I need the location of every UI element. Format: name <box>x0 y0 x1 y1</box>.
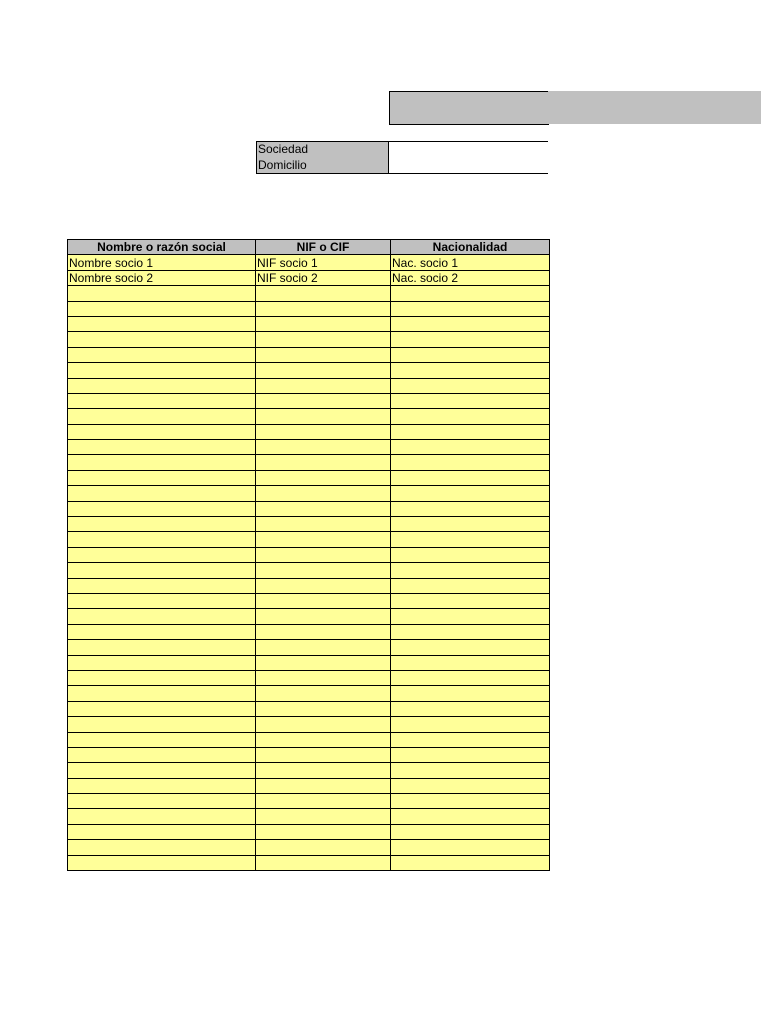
nacionalidad-cell[interactable] <box>391 393 550 408</box>
nacionalidad-cell[interactable]: Nac. socio 2 <box>391 270 550 285</box>
nif-cell[interactable] <box>256 840 391 855</box>
table-row <box>68 455 550 470</box>
nombre-cell[interactable] <box>68 409 256 424</box>
table-row <box>68 763 550 778</box>
table-row <box>68 747 550 762</box>
nombre-cell[interactable] <box>68 794 256 809</box>
nacionalidad-cell[interactable] <box>391 316 550 331</box>
nacionalidad-cell[interactable] <box>391 609 550 624</box>
nombre-cell[interactable] <box>68 840 256 855</box>
company-info-labels <box>256 142 389 173</box>
table-row <box>68 270 550 285</box>
table-row <box>68 563 550 578</box>
nacionalidad-cell[interactable] <box>391 732 550 747</box>
nacionalidad-cell[interactable] <box>391 532 550 547</box>
nombre-cell[interactable] <box>68 470 256 485</box>
nombre-cell[interactable] <box>68 486 256 501</box>
nif-cell[interactable] <box>256 794 391 809</box>
table-row <box>68 670 550 685</box>
nombre-cell[interactable]: Nombre socio 2 <box>68 270 256 285</box>
table-row <box>68 794 550 809</box>
table-row <box>68 301 550 316</box>
table-row <box>68 532 550 547</box>
header-nif: NIF o CIF <box>256 240 391 255</box>
nif-cell[interactable] <box>256 501 391 516</box>
nif-cell[interactable] <box>256 624 391 639</box>
nacionalidad-cell[interactable] <box>391 701 550 716</box>
table-row <box>68 778 550 793</box>
nombre-cell[interactable] <box>68 563 256 578</box>
nombre-cell[interactable] <box>68 763 256 778</box>
nacionalidad-cell[interactable] <box>391 778 550 793</box>
nombre-cell[interactable] <box>68 547 256 562</box>
table-header-row <box>68 240 550 255</box>
nombre-cell[interactable] <box>68 532 256 547</box>
nif-cell[interactable] <box>256 809 391 824</box>
table-row <box>68 717 550 732</box>
nif-cell[interactable] <box>256 547 391 562</box>
nif-cell[interactable] <box>256 655 391 670</box>
nombre-cell[interactable] <box>68 363 256 378</box>
nacionalidad-cell[interactable] <box>391 686 550 701</box>
nombre-cell[interactable] <box>68 440 256 455</box>
title-cell[interactable] <box>389 91 549 125</box>
nombre-cell[interactable] <box>68 686 256 701</box>
table-row <box>68 701 550 716</box>
nombre-cell[interactable] <box>68 347 256 362</box>
table-row <box>68 809 550 824</box>
nombre-cell[interactable] <box>68 501 256 516</box>
nombre-cell[interactable] <box>68 455 256 470</box>
nombre-cell[interactable] <box>68 624 256 639</box>
nacionalidad-cell[interactable] <box>391 347 550 362</box>
table-row <box>68 363 550 378</box>
table-row <box>68 440 550 455</box>
nacionalidad-cell[interactable] <box>391 547 550 562</box>
nacionalidad-cell[interactable] <box>391 455 550 470</box>
nif-cell[interactable] <box>256 747 391 762</box>
nombre-cell[interactable] <box>68 332 256 347</box>
table-row <box>68 578 550 593</box>
nacionalidad-cell[interactable] <box>391 286 550 301</box>
nif-cell[interactable] <box>256 409 391 424</box>
socios-table-body <box>68 255 550 871</box>
nif-cell[interactable] <box>256 563 391 578</box>
nacionalidad-cell[interactable] <box>391 840 550 855</box>
table-row <box>68 624 550 639</box>
table-row <box>68 332 550 347</box>
table-row <box>68 655 550 670</box>
table-row <box>68 409 550 424</box>
nacionalidad-cell[interactable] <box>391 470 550 485</box>
sociedad-label: Sociedad <box>258 142 309 156</box>
nif-cell[interactable] <box>256 701 391 716</box>
nacionalidad-cell[interactable] <box>391 424 550 439</box>
company-info-block <box>256 141 548 174</box>
nif-cell[interactable] <box>256 393 391 408</box>
nif-cell[interactable] <box>256 363 391 378</box>
nacionalidad-cell[interactable] <box>391 501 550 516</box>
table-row <box>68 593 550 608</box>
nif-cell[interactable] <box>256 717 391 732</box>
nacionalidad-cell[interactable] <box>391 855 550 870</box>
nacionalidad-cell[interactable] <box>391 655 550 670</box>
nif-cell[interactable] <box>256 824 391 839</box>
domicilio-label: Domicilio <box>258 157 307 172</box>
table-row <box>68 255 550 270</box>
nif-cell[interactable] <box>256 470 391 485</box>
nacionalidad-cell[interactable] <box>391 824 550 839</box>
nombre-cell[interactable] <box>68 809 256 824</box>
table-row <box>68 486 550 501</box>
table-row <box>68 378 550 393</box>
table-row <box>68 855 550 870</box>
domicilio-value[interactable] <box>389 158 548 174</box>
sociedad-value[interactable] <box>389 142 548 158</box>
nombre-cell[interactable] <box>68 316 256 331</box>
nacionalidad-cell[interactable] <box>391 670 550 685</box>
nombre-cell[interactable] <box>68 424 256 439</box>
nacionalidad-cell[interactable] <box>391 301 550 316</box>
nombre-cell[interactable] <box>68 747 256 762</box>
socios-table <box>67 239 550 871</box>
nif-cell[interactable] <box>256 286 391 301</box>
nombre-cell[interactable] <box>68 593 256 608</box>
nombre-cell[interactable] <box>68 855 256 870</box>
table-row <box>68 547 550 562</box>
nif-cell[interactable] <box>256 440 391 455</box>
nombre-cell[interactable] <box>68 640 256 655</box>
nacionalidad-cell[interactable] <box>391 640 550 655</box>
nacionalidad-cell[interactable] <box>391 717 550 732</box>
nombre-cell[interactable] <box>68 670 256 685</box>
nif-cell[interactable]: NIF socio 1 <box>256 255 391 270</box>
nombre-cell[interactable] <box>68 301 256 316</box>
nacionalidad-cell[interactable] <box>391 409 550 424</box>
table-row <box>68 640 550 655</box>
nif-cell[interactable] <box>256 316 391 331</box>
nif-cell[interactable] <box>256 301 391 316</box>
table-row <box>68 347 550 362</box>
nombre-cell[interactable] <box>68 378 256 393</box>
table-row <box>68 517 550 532</box>
table-row <box>68 286 550 301</box>
nif-cell[interactable] <box>256 578 391 593</box>
nacionalidad-cell[interactable] <box>391 486 550 501</box>
nacionalidad-cell[interactable] <box>391 517 550 532</box>
nombre-cell[interactable] <box>68 778 256 793</box>
table-row <box>68 424 550 439</box>
nif-cell[interactable] <box>256 424 391 439</box>
table-row <box>68 316 550 331</box>
nombre-cell[interactable] <box>68 732 256 747</box>
nif-cell[interactable] <box>256 532 391 547</box>
nif-cell[interactable] <box>256 378 391 393</box>
nif-cell[interactable]: NIF socio 2 <box>256 270 391 285</box>
nif-cell[interactable] <box>256 455 391 470</box>
nacionalidad-cell[interactable] <box>391 563 550 578</box>
nombre-cell[interactable] <box>68 578 256 593</box>
nif-cell[interactable] <box>256 732 391 747</box>
table-row <box>68 840 550 855</box>
nacionalidad-cell[interactable] <box>391 593 550 608</box>
table-row <box>68 686 550 701</box>
nombre-cell[interactable] <box>68 286 256 301</box>
nombre-cell[interactable] <box>68 517 256 532</box>
nacionalidad-cell[interactable] <box>391 578 550 593</box>
nacionalidad-cell[interactable]: Nac. socio 1 <box>391 255 550 270</box>
nombre-cell[interactable] <box>68 824 256 839</box>
nacionalidad-cell[interactable] <box>391 747 550 762</box>
nacionalidad-cell[interactable] <box>391 763 550 778</box>
header-nacionalidad: Nacionalidad <box>391 240 550 255</box>
nacionalidad-cell[interactable] <box>391 794 550 809</box>
nif-cell[interactable] <box>256 486 391 501</box>
nombre-cell[interactable] <box>68 393 256 408</box>
nombre-cell[interactable] <box>68 655 256 670</box>
nacionalidad-cell[interactable] <box>391 363 550 378</box>
nif-cell[interactable] <box>256 670 391 685</box>
title-cell-extension <box>548 91 761 124</box>
nombre-cell[interactable] <box>68 717 256 732</box>
nif-cell[interactable] <box>256 332 391 347</box>
header-nombre: Nombre o razón social <box>68 240 256 255</box>
table-row <box>68 393 550 408</box>
nif-cell[interactable] <box>256 763 391 778</box>
nif-cell[interactable] <box>256 609 391 624</box>
nombre-cell[interactable] <box>68 701 256 716</box>
nif-cell[interactable] <box>256 640 391 655</box>
company-info-values <box>389 142 548 173</box>
nacionalidad-cell[interactable] <box>391 440 550 455</box>
nif-cell[interactable] <box>256 517 391 532</box>
nif-cell[interactable] <box>256 593 391 608</box>
nacionalidad-cell[interactable] <box>391 624 550 639</box>
table-row <box>68 470 550 485</box>
table-row <box>68 609 550 624</box>
nacionalidad-cell[interactable] <box>391 332 550 347</box>
nacionalidad-cell[interactable] <box>391 809 550 824</box>
nif-cell[interactable] <box>256 347 391 362</box>
nif-cell[interactable] <box>256 778 391 793</box>
table-row <box>68 824 550 839</box>
table-row <box>68 732 550 747</box>
nombre-cell[interactable]: Nombre socio 1 <box>68 255 256 270</box>
nif-cell[interactable] <box>256 855 391 870</box>
nombre-cell[interactable] <box>68 609 256 624</box>
nacionalidad-cell[interactable] <box>391 378 550 393</box>
table-row <box>68 501 550 516</box>
nif-cell[interactable] <box>256 686 391 701</box>
